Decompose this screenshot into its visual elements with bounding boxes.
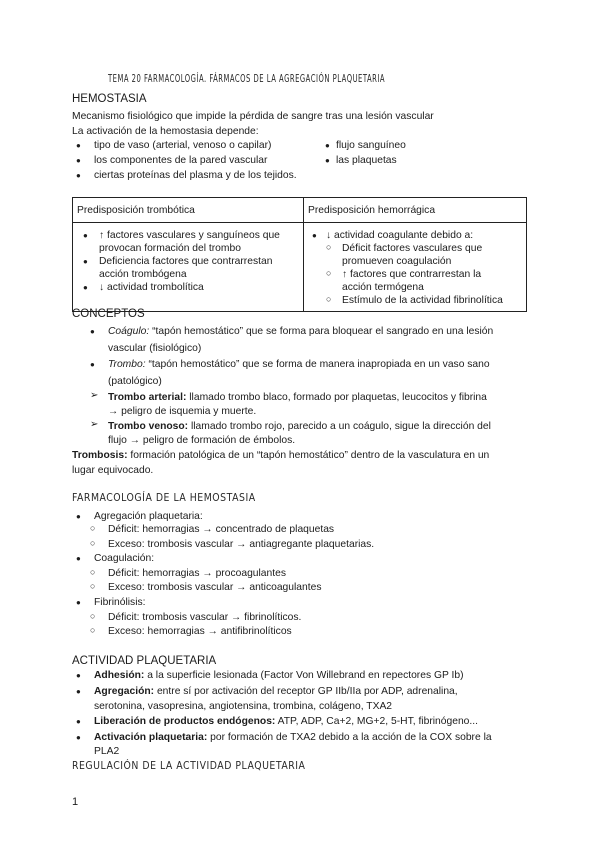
table-item: ↓ actividad trombolítica <box>99 282 204 293</box>
list-item-cont: serotonina, vasopresina, angiotensina, trombina, colágeno, TXA2 <box>94 701 393 712</box>
list-item: Liberación de productos endógenos: ATP, ADP, Ca+2, MG+2, 5-HT, fibrinógeno... <box>94 716 478 727</box>
bullet-icon: ● <box>325 141 330 150</box>
section-heading-actividad: ACTIVIDAD PLAQUETARIA <box>72 655 217 667</box>
concept-arrow-item: Trombo arterial: llamado trombo blaco, formado por plaquetas, leucocitos y fibrina <box>108 392 487 403</box>
table-subitem-cont: promueven coagulación <box>342 256 452 267</box>
table-cell-hemorrhagic <box>304 223 527 312</box>
circle-bullet-icon: ○ <box>90 567 96 577</box>
list-item: flujo sanguíneo <box>336 140 406 151</box>
section-heading-hemostasia: HEMOSTASIA <box>72 93 147 105</box>
list-item: las plaquetas <box>336 155 397 166</box>
predisposition-table <box>72 197 527 312</box>
concept-arrow-item-cont: → peligro de isquemia y muerte. <box>108 406 257 417</box>
table-cell-thrombotic <box>73 223 304 312</box>
circle-bullet-icon: ○ <box>90 523 96 533</box>
section-heading-conceptos: CONCEPTOS <box>72 308 145 320</box>
arrow-bullet-icon: ➢ <box>90 390 99 401</box>
list-item: tipo de vaso (arterial, venoso o capilar) <box>94 140 272 151</box>
table-subitem: ↑ factores que contrarrestan la <box>342 269 482 280</box>
concept-item: Trombo: “tapón hemostático” que se forma de manera inapropiada en un vaso sano <box>108 359 490 370</box>
bullet-icon: ● <box>325 156 330 165</box>
table-header-thrombotic: Predisposición trombótica <box>73 198 304 223</box>
list-subitem: Exceso: hemorragias → antifibrinolíticos <box>108 626 292 637</box>
table-subitem: Déficit factores vasculares que <box>342 243 483 254</box>
bullet-icon: ● <box>76 554 81 563</box>
bullet-icon: ● <box>83 257 88 266</box>
list-item-cont: PLA2 <box>94 746 120 757</box>
table-item-cont: provocan formación del trombo <box>99 243 241 254</box>
concept-item-cont: vascular (fisiológico) <box>108 343 202 354</box>
bullet-icon: ● <box>312 231 317 240</box>
circle-bullet-icon: ○ <box>90 538 96 548</box>
table-item: Deficiencia factores que contrarrestan <box>99 256 273 267</box>
bullet-icon: ● <box>76 141 81 150</box>
circle-bullet-icon: ○ <box>90 611 96 621</box>
depends-intro: La activación de la hemostasia depende: <box>72 126 259 137</box>
list-subitem: Déficit: hemorragias → concentrado de plaquetas <box>108 524 335 535</box>
table-subitem: Estímulo de la actividad fibrinolítica <box>342 295 503 306</box>
arrow-bullet-icon: ➢ <box>90 419 99 430</box>
list-subitem: Déficit: hemorragias → procoagulantes <box>108 568 286 579</box>
bullet-icon: ● <box>76 687 81 696</box>
concept-arrow-item: Trombo venoso: llamado trombo rojo, parecido a un coágulo, sigue la dirección del <box>108 421 491 432</box>
circle-bullet-icon: ○ <box>326 294 332 304</box>
bullet-icon: ● <box>76 156 81 165</box>
definition-text: Mecanismo fisiológico que impide la pérdida de sangre tras una lesión vascular <box>72 111 434 122</box>
circle-bullet-icon: ○ <box>326 268 332 278</box>
bullet-icon: ● <box>83 283 88 292</box>
bullet-icon: ● <box>76 733 81 742</box>
list-item: Activación plaquetaria: por formación de TXA2 debido a la acción de la COX sobre la <box>94 732 492 743</box>
trombosis-definition-cont: lugar equivocado. <box>72 465 154 476</box>
table-item: ↓ actividad coagulante debido a: <box>326 230 474 241</box>
bullet-icon: ● <box>76 671 81 680</box>
concept-item: Coágulo: “tapón hemostático” que se forma para bloquear el sangrado en una lesión <box>108 326 494 337</box>
list-item: Agregación: entre sí por activación del receptor GP IIb/IIa por ADP, adrenalina, <box>94 686 458 697</box>
page-title: TEMA 20 FARMACOLOGÍA. FÁRMACOS DE LA AGREGACIÓN PLAQUETARIA <box>108 72 386 85</box>
page-number: 1 <box>72 796 79 808</box>
section-heading-regulacion: REGULACIÓN DE LA ACTIVIDAD PLAQUETARIA <box>72 759 306 772</box>
list-item: Adhesión: a la superficie lesionada (Factor Von Willebrand en repectores GP Ib) <box>94 670 464 681</box>
list-item: Fibrinólisis: <box>94 597 146 608</box>
list-item: Agregación plaquetaria: <box>94 511 203 522</box>
list-item: los componentes de la pared vascular <box>94 155 268 166</box>
table-header-hemorrhagic: Predisposición hemorrágica <box>304 198 527 223</box>
bullet-icon: ● <box>76 171 81 180</box>
circle-bullet-icon: ○ <box>326 242 332 252</box>
table-subitem-cont: acción termógena <box>342 282 424 293</box>
concept-item-cont: (patológico) <box>108 376 162 387</box>
list-subitem: Exceso: trombosis vascular → anticoagulantes <box>108 582 322 593</box>
bullet-icon: ● <box>76 512 81 521</box>
list-subitem: Déficit: trombosis vascular → fibrinolíticos. <box>108 612 302 623</box>
bullet-icon: ● <box>76 598 81 607</box>
bullet-icon: ● <box>76 717 81 726</box>
bullet-icon: ● <box>90 360 95 369</box>
table-item-cont: acción trombógena <box>99 269 187 280</box>
circle-bullet-icon: ○ <box>90 625 96 635</box>
concept-arrow-item-cont: flujo → peligro de formación de émbolos. <box>108 435 296 446</box>
list-item: Coagulación: <box>94 553 155 564</box>
table-item: ↑ factores vasculares y sanguíneos que <box>99 230 280 241</box>
circle-bullet-icon: ○ <box>90 581 96 591</box>
list-item: ciertas proteínas del plasma y de los tejidos. <box>94 170 297 181</box>
trombosis-definition: Trombosis: formación patológica de un “tapón hemostático” dentro de la vasculatura en un <box>72 450 490 461</box>
list-subitem: Exceso: trombosis vascular → antiagregante plaquetarias. <box>108 539 375 550</box>
bullet-icon: ● <box>90 327 95 336</box>
section-heading-farmacologia: FARMACOLOGÍA DE LA HEMOSTASIA <box>72 491 256 504</box>
bullet-icon: ● <box>83 231 88 240</box>
